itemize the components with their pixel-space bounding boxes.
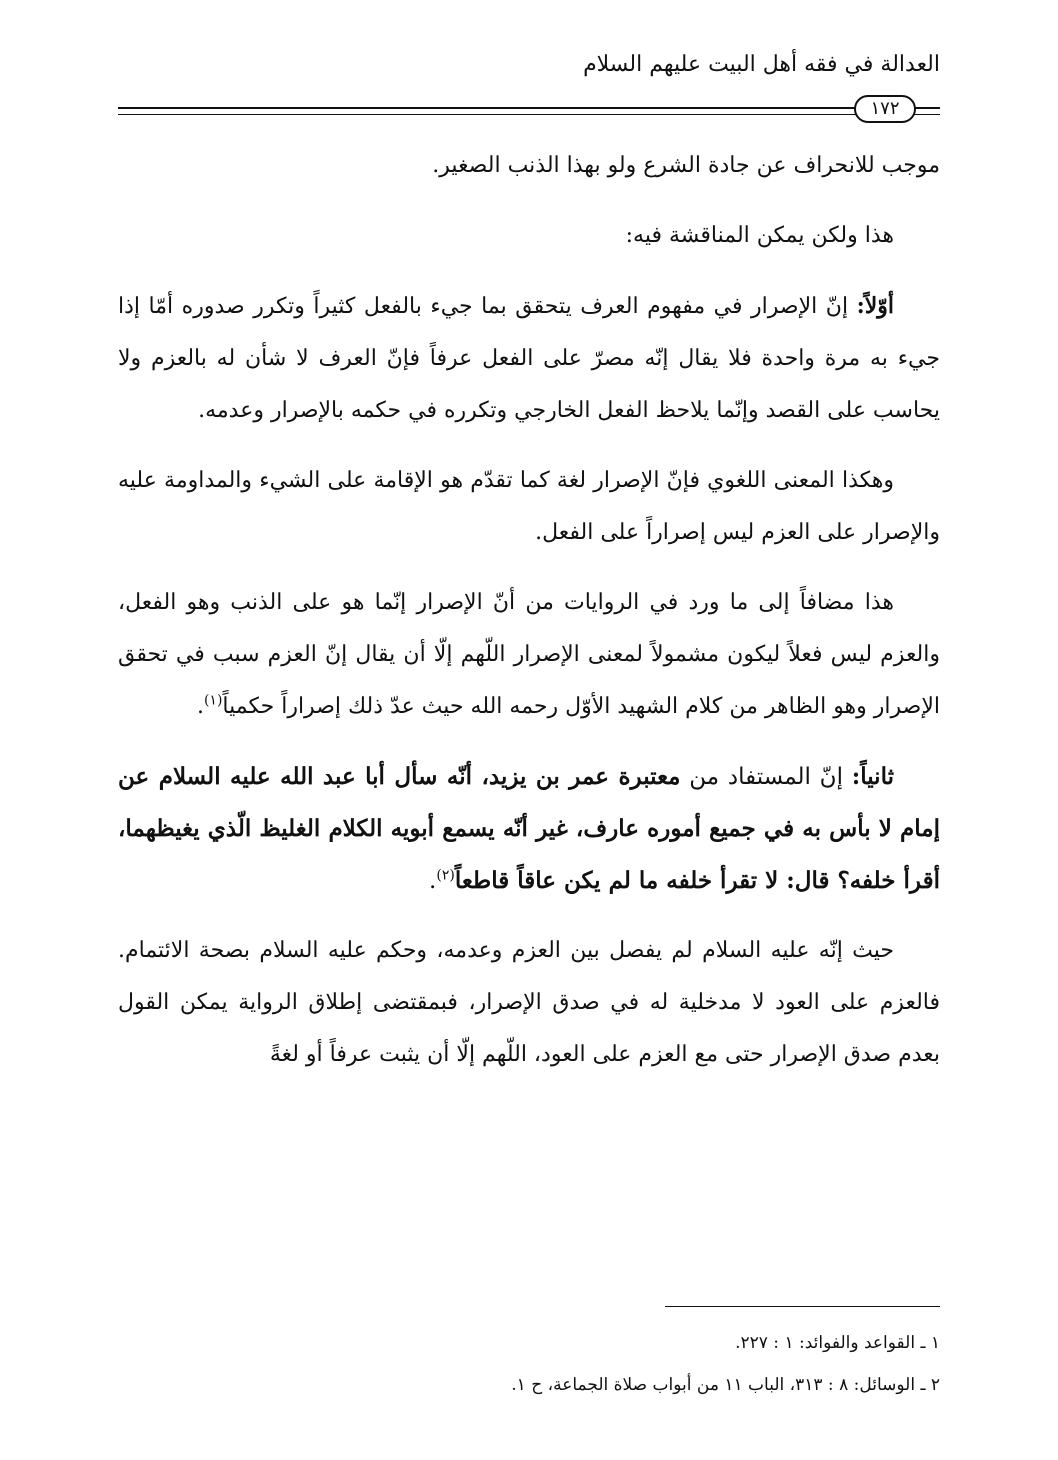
footnote-ref-2: (٢) <box>436 867 455 884</box>
footnote-ref-1: (١) <box>203 692 223 709</box>
point-label-first: أوّلاً: <box>856 293 894 319</box>
point-label-second: ثانياً: <box>851 763 894 790</box>
header-rule-thin <box>118 114 940 115</box>
paragraph-5 <box>118 577 940 733</box>
paragraph-1: موجب للانحراف عن جادة الشرع ولو بهذا الذنب الصغير. <box>432 153 940 178</box>
running-title: العدالة في فقه أهل البيت عليهم السلام <box>583 52 940 77</box>
paragraph-5-text: هذا مضافاً إلى ما ورد في الروايات من أنّ الإصرار إنّما هو على الذنب وهو الفعل، والعزم ليس فعلاً ليكون مشمولاً لمعنى الإصرار اللّهم إلّا أن يقال إنّ العزم سبب في تحقق الإصرار وهو الظاهر من كلام الشهيد الأوّل رحمه الله حيث عدّ ذلك إصراراً حكمياً <box>118 590 940 719</box>
footnote-1: ١ ـ القواعد والفوائد: ١ : ٢٢٧. <box>735 1333 940 1353</box>
body-text <box>118 140 940 1099</box>
header-rule-thick <box>118 107 940 109</box>
narration-quote: معتبرة عمر بن يزيد، أنّه سأل أبا عبد الله عليه السلام عن إمام لا بأس به في جميع أموره عارف، غير أنّه يسمع أبويه الكلام الغليظ الّذي يغيظهما، أقرأ خلفه؟ قال: لا تقرأ خلفه ما لم يكن عاقاً قاطعاً <box>118 763 940 894</box>
paragraph-3-text: إنّ الإصرار في مفهوم العرف يتحقق بما جيء بالفعل كثيراً وتكرر صدوره أمّا إذا جيء به مرة واحدة فلا يقال إنّه مصرّ على الفعل عرفاً فإنّ العرف لا شأن له بالعزم ولا يحاسب على القصد وإنّما يلاحظ الفعل الخارجي وتكرره في حكمه بالإصرار وعدمه. <box>118 294 940 423</box>
paragraph-6-end: . <box>429 868 437 894</box>
paragraph-6 <box>118 751 940 907</box>
footnote-2: ٢ ـ الوسائل: ٨ : ٣١٣، الباب ١١ من أبواب صلاة الجماعة، ح ١. <box>511 1375 940 1395</box>
footnotes <box>118 1322 940 1406</box>
paragraph-7: حيث إنّه عليه السلام لم يفصل بين العزم وعدمه، وحكم عليه السلام بصحة الائتمام. فالعزم على العود لا مدخلية له في صدق الإصرار، فبمقتضى إطلاق الرواية يمكن القول بعدم صدق الإصرار حتى مع العزم على العود، اللّهم إلّا أن يثبت عرفاً أو لغةً <box>118 938 940 1067</box>
paragraph-6-intro: إنّ المستفاد من <box>680 764 852 790</box>
footnote-separator <box>665 1306 940 1307</box>
paragraph-2: هذا ولكن يمكن المناقشة فيه: <box>625 223 894 248</box>
paragraph-3 <box>118 280 940 437</box>
page-number: ١٧٢ <box>854 95 916 123</box>
paragraph-5-end: . <box>196 694 204 719</box>
paragraph-4: وهكذا المعنى اللغوي فإنّ الإصرار لغة كما تقدّم هو الإقامة على الشيء والمداومة عليه والإصرار على العزم ليس إصراراً على الفعل. <box>118 468 940 545</box>
